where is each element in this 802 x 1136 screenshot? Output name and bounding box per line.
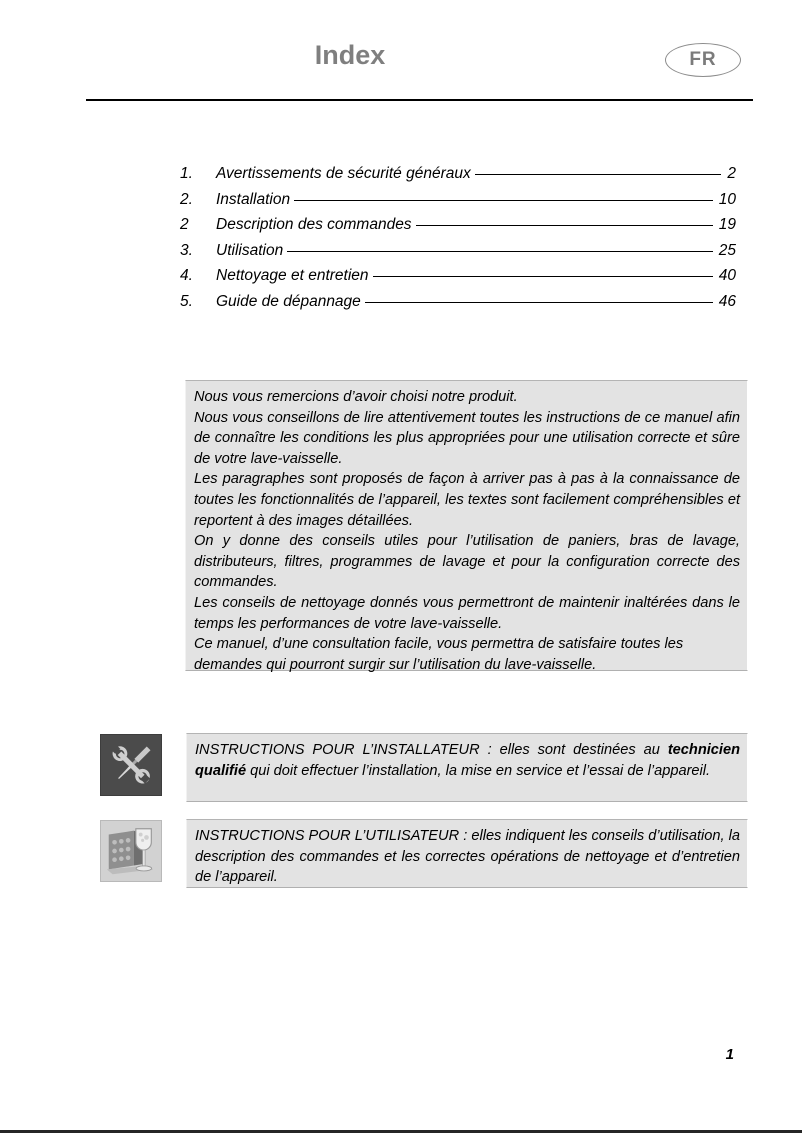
intro-paragraph-5: Les conseils de nettoyage donnés vous permettront de maintenir inaltérées dans le temps les performances de votre lave-vaisselle. bbox=[194, 594, 740, 632]
toc-page-number: 46 bbox=[718, 292, 736, 310]
toc-page-number: 19 bbox=[718, 216, 736, 233]
header-divider bbox=[86, 99, 753, 101]
toc-leader-line bbox=[373, 276, 713, 277]
intro-paragraph-4: On y donne des conseils utiles pour l’utilisation de paniers, bras de lavage, distributeurs, filtres, programmes de lavage et pour la configuration correcte des commandes. bbox=[194, 533, 740, 591]
toc-leader-line bbox=[294, 200, 713, 201]
wrench-screwdriver-icon bbox=[100, 734, 162, 796]
toc-page-number: 40 bbox=[718, 267, 736, 284]
toc-leader-line bbox=[287, 251, 713, 252]
toc-entry-6[interactable] bbox=[180, 293, 736, 319]
language-badge-label: FR bbox=[689, 49, 717, 70]
page-title: Index bbox=[314, 40, 386, 70]
dishwasher-glass-icon bbox=[100, 820, 162, 882]
intro-paragraph-6: Ce manuel, d’une consultation facile, vous permettra de satisfaire toutes les demandes qui pourront surgir sur l’utilisation du lave-vaisselle. bbox=[194, 636, 684, 673]
intro-paragraph-1: Nous vous remercions d’avoir choisi notre produit. bbox=[194, 389, 518, 405]
toc-label: Avertissements de sécurité généraux bbox=[216, 165, 471, 182]
toc-entry-2[interactable] bbox=[180, 191, 736, 217]
toc-leader-line bbox=[416, 225, 713, 226]
page-header bbox=[0, 0, 802, 104]
toc-page-number: 25 bbox=[718, 241, 736, 259]
toc-number: 2 bbox=[180, 216, 189, 233]
table-of-contents bbox=[180, 165, 736, 318]
toc-number: 1. bbox=[180, 165, 193, 182]
toc-entry-3[interactable] bbox=[180, 216, 736, 242]
toc-number: 5. bbox=[180, 292, 193, 310]
toc-label: Utilisation bbox=[216, 241, 284, 259]
toc-entry-5[interactable] bbox=[180, 267, 736, 293]
user-instructions-panel bbox=[186, 819, 748, 888]
language-badge bbox=[665, 43, 741, 77]
toc-leader-line bbox=[365, 302, 713, 303]
introduction-panel bbox=[185, 380, 748, 671]
toc-label: Nettoyage et entretien bbox=[216, 267, 369, 284]
toc-label: Guide de dépannage bbox=[216, 292, 361, 310]
toc-label: Description des commandes bbox=[216, 216, 412, 233]
toc-page-number: 2 bbox=[727, 165, 736, 182]
toc-page-number: 10 bbox=[718, 190, 736, 208]
toc-entry-4[interactable] bbox=[180, 242, 736, 268]
footer-page-number: 1 bbox=[725, 1046, 734, 1063]
intro-paragraph-2: Nous vous conseillons de lire attentivement toutes les instructions de ce manuel afin de connaître les conditions les plus appropriées pour une utilisation correcte et sûre de votre lave-vaisselle. bbox=[194, 409, 740, 467]
installer-bold-text: technicien qualifié bbox=[195, 742, 740, 779]
footer-divider bbox=[0, 1130, 802, 1133]
installer-lead-text: INSTRUCTIONS POUR L’INSTALLATEUR : elles sont destinées au bbox=[195, 742, 668, 758]
toc-number: 4. bbox=[180, 267, 193, 284]
user-instructions-text: INSTRUCTIONS POUR L’UTILISATEUR : elles indiquent les conseils d’utilisation, la description des commandes et les correctes opérations de nettoyage et d’entretien de l’appareil. bbox=[195, 828, 740, 886]
toc-label: Installation bbox=[216, 190, 291, 208]
installer-instructions-panel bbox=[186, 733, 748, 802]
installer-rest-text: qui doit effectuer l’installation, la mise en service et l’essai de l’appareil. bbox=[246, 762, 711, 779]
toc-entry-1[interactable] bbox=[180, 165, 736, 191]
toc-number: 2. bbox=[180, 190, 193, 208]
installer-instructions-text bbox=[195, 740, 740, 781]
intro-paragraph-3: Les paragraphes sont proposés de façon à arriver pas à pas à la connaissance de toutes les fonctionnalités de l’appareil, les textes sont facilement compréhensibles et reportent à des images détaillées. bbox=[194, 471, 740, 529]
toc-leader-line bbox=[475, 174, 722, 175]
toc-number: 3. bbox=[180, 241, 193, 259]
